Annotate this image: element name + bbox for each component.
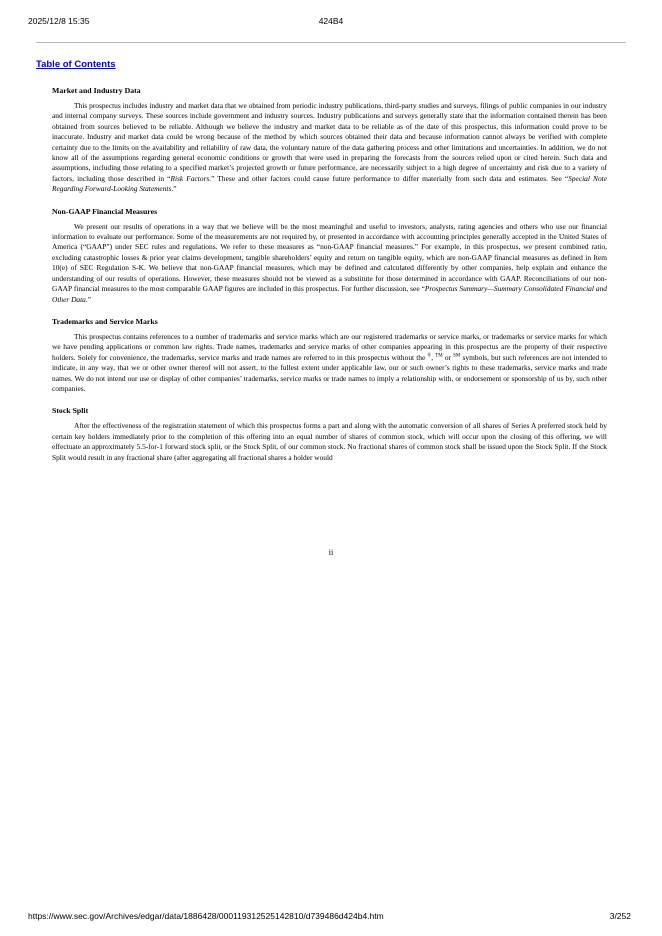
section-heading: Market and Industry Data <box>52 86 141 95</box>
section-heading: Non-GAAP Financial Measures <box>52 206 158 216</box>
section-paragraph: We present our results of operations in a way that we believe will be the most meaningful and useful to investors, analysts, rating agencies and others who use our financial information to evaluate our performance. Some of the measurements are not required by, or presented in accordance with accounting principles generally accepted in the United States of America (“GAAP”) under SEC rules and regulations. We refer to these measures as “non-GAAP financial measures.” For example, in this prospectus, we present combined ratio, excluding catastrophic losses & prior year claims development, tangible shareholders’ equity and return on tangible equity, which are non-GAAP financial measures as defined in Item 10(e) of SEC Regulation S-K. We believe that non-GAAP financial measures, which may be defined and calculated differently by other companies, help explain and enhance the understanding of our results of operations. However, these measures should not be viewed as a substitute for those determined in accordance with GAAP. Reconciliations of our non-GAAP financial measures to the most comparable GAAP figures are included in this prospectus. For further discussion, see “Prospectus Summary—Summary Consolidated Financial and Other Data.” <box>52 221 607 304</box>
section-non-gaap-financial-measures <box>52 207 607 305</box>
cross-reference: Special Note Regarding Forward-Looking Statements <box>52 173 607 194</box>
cross-reference: Prospectus Summary—Summary Consolidated Financial and Other Data <box>52 284 607 304</box>
registered-symbol: ® <box>427 353 432 359</box>
browser-print-header <box>0 0 662 30</box>
section-stock-split <box>52 406 607 463</box>
print-page-count: 3/252 <box>609 911 631 921</box>
section-trademarks-and-service-marks <box>52 317 607 394</box>
document-body <box>52 86 607 475</box>
horizontal-divider <box>36 42 626 43</box>
service-mark-symbol: SM <box>453 353 461 359</box>
section-paragraph: After the effectiveness of the registration statement of which this prospectus forms a part and along with the automatic conversion of all shares of Series A preferred stock held by certain key holders immediately prior to the completion of this offering into an equal number of shares of common stock, which will occur upon the closing of this offering, we will effectuate an approximately 5.5-for-1 forward stock split, or the Stock Split, of our common stock. No fractional shares of common stock shall be issued upon the Stock Split. If the Stock Split would result in any fractional share (after aggregating all fractional shares a holder would <box>52 421 607 462</box>
browser-print-footer <box>0 906 662 926</box>
section-paragraph: This prospectus includes industry and market data that we obtained from periodic industry publications, third-party studies and surveys, filings of public companies in our industry and internal company surveys. These sources include government and industry sources. Industry publications and surveys generally state that the information contained therein has been obtained from sources believed to be reliable. Although we believe the industry and market data to be reliable as of the date of this prospectus, this information could prove to be inaccurate. Industry and market data could be wrong because of the method by which sources obtained their data and because information cannot always be verified with complete certainty due to the limits on the availability and reliability of raw data, the voluntary nature of the data gathering process and other limitations and uncertainties. In addition, we do not know all of the assumptions regarding general economic conditions or growth that were used in preparing the forecasts from the sources relied upon or cited herein. Such data and assumptions, including those relating to a specified market’s projected growth or future performance, are necessarily subject to a high degree of uncertainty and risk due to a variety of factors, including those described in “Risk Factors.” These and other factors could cause future performance to differ materially from such data and estimates. See “Special Note Regarding Forward-Looking Statements.” <box>52 101 607 194</box>
table-of-contents-link[interactable]: Table of Contents <box>36 59 116 70</box>
section-market-and-industry-data <box>52 86 607 195</box>
print-url: https://www.sec.gov/Archives/edgar/data/1886428/000119312525142810/d739486d424b4.htm <box>28 911 384 921</box>
section-paragraph: This prospectus contains references to a number of trademarks and service marks which are our registered trademarks or service marks, or trademarks or service marks for which we have pending applications or common law rights. Trade names, trademarks and service marks of other companies appearing in this prospectus are the property of their respective holders. Solely for convenience, the trademarks, service marks and trade names are referred to in this prospectus without the ®, ™ or ℠ symbols, but such references are not intended to indicate, in any way, that we or other owner thereof will not assert, to the fullest extent under applicable law, our or such owner’s rights to these trademarks, service marks and trade names. We do not intend our use or display of other companies’ trademarks, service marks or trade names to imply a relationship with, or endorsement or sponsorship of us by, such other companies. <box>52 331 607 393</box>
page-number: ii <box>328 548 334 557</box>
print-document-title: 424B4 <box>318 16 344 26</box>
section-heading: Stock Split <box>52 406 89 416</box>
section-heading: Trademarks and Service Marks <box>52 316 158 326</box>
trademark-symbol: TM <box>435 353 443 359</box>
print-datetime: 2025/12/8 15:35 <box>28 16 90 26</box>
cross-reference: Risk Factors <box>170 173 210 183</box>
